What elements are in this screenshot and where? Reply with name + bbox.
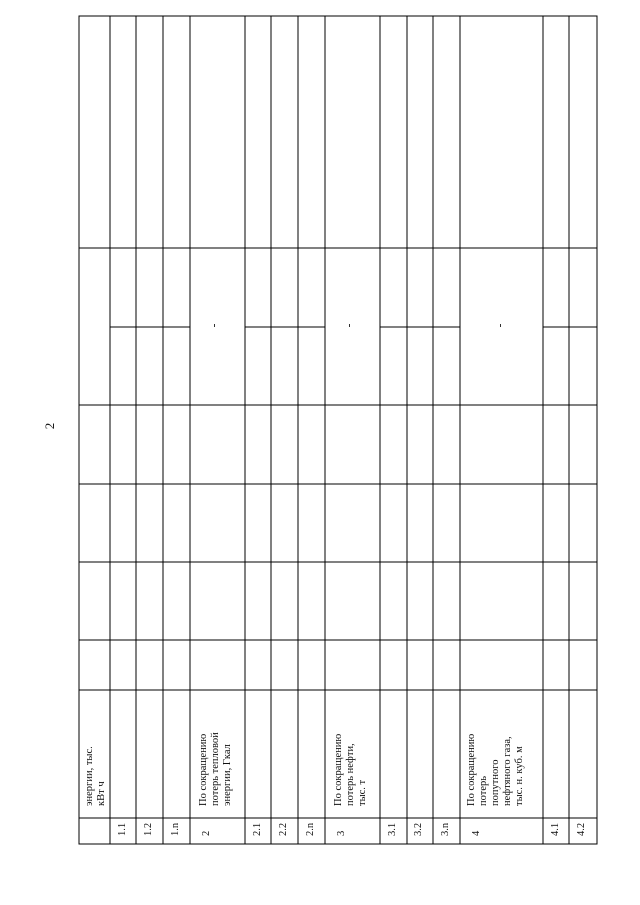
row-id: 4.1 [550, 822, 561, 836]
row-name-line: попутного [490, 759, 501, 806]
row-id: 3.1 [387, 822, 398, 836]
row-id: 4 [471, 830, 482, 836]
page-number: 2 [42, 422, 57, 430]
row-name-line: тыс. н. куб. м [514, 746, 525, 806]
row-id: 2 [201, 830, 212, 836]
row-id: 3.n [440, 822, 451, 836]
row-name-line: энергии, Гкал [222, 744, 233, 806]
table-border [79, 16, 597, 844]
row-name [84, 746, 108, 806]
row-name-line: нефтяного газа, [502, 736, 513, 806]
row-name-line: энергии, тыс. [84, 746, 95, 806]
row-name-line: тыс. т [357, 779, 368, 806]
row-id: 2.1 [252, 822, 263, 836]
dash-marker: - [206, 323, 221, 328]
row-id: 1.2 [143, 822, 154, 836]
row-id: 2.n [305, 822, 316, 836]
row-name [333, 734, 369, 806]
row-name-line: потерь [478, 775, 489, 806]
row-name [466, 734, 526, 806]
row-name-line: кВт ч [96, 781, 107, 806]
dash-marker: - [492, 323, 507, 328]
row-name-line: По сокращению [333, 733, 344, 806]
dash-marker: - [341, 323, 356, 328]
row-id: 1.n [170, 822, 181, 836]
row-name-line: потерь нефти, [345, 743, 356, 806]
row-id: 2.2 [278, 822, 289, 836]
row-id: 3 [336, 830, 347, 836]
row-id: 1.1 [117, 822, 128, 836]
row-id: 4.2 [576, 822, 587, 836]
row-name-line: потерь тепловой [210, 732, 221, 806]
row-name-line: По сокращению [466, 733, 477, 806]
row-id: 3.2 [413, 822, 424, 836]
row-name-line: По сокращению [198, 733, 209, 806]
row-name [198, 732, 234, 806]
